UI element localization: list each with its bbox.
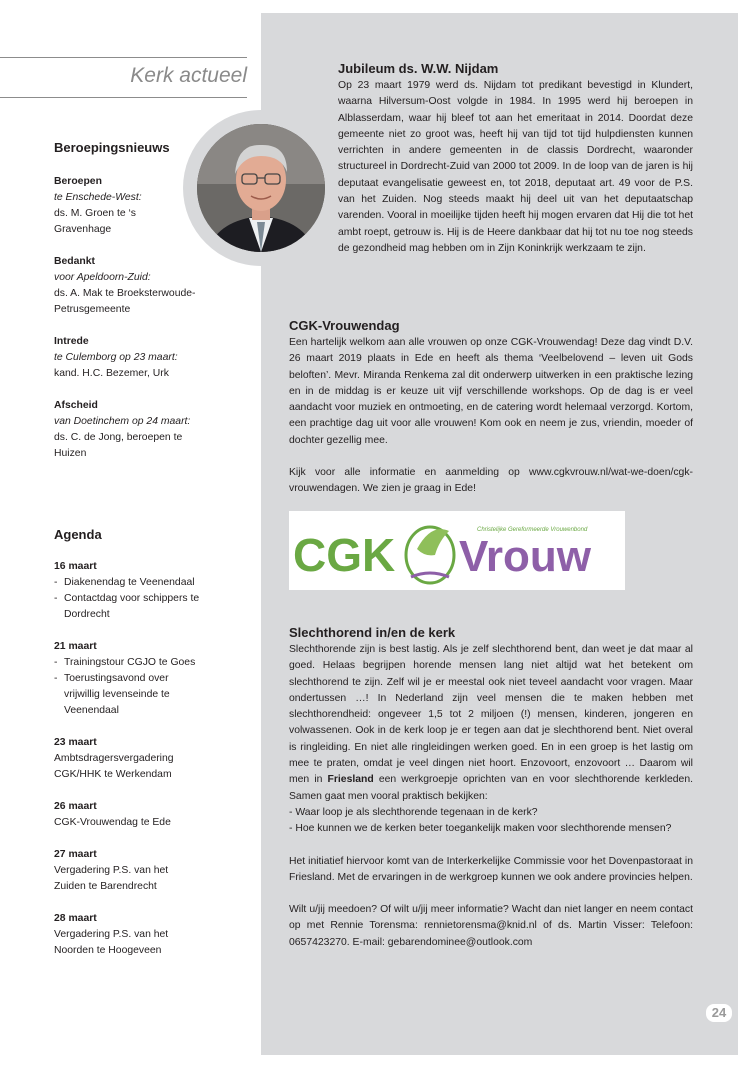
- beroepen-person: ds. M. Groen te ‘s Gravenhage: [54, 208, 136, 235]
- beroepen-place: te Enschede-West:: [54, 192, 142, 203]
- agenda-day: [54, 639, 254, 719]
- afscheid-label: Afscheid: [54, 400, 98, 411]
- jubileum-heading: Jubileum ds. W.W. Nijdam: [338, 61, 499, 76]
- intrede-person: kand. H.C. Bezemer, Urk: [54, 368, 169, 379]
- beroepingsnieuws-column: [54, 140, 254, 462]
- vrouwendag-intro: Een hartelijk welkom aan alle vrouwen op onze CGK-Vrouwendag! Deze dag vindt D.V. 26 maart 2019 plaats in Ede en heeft als thema ‘Veelbelovend – leven uit Gods beloften’. Mevr. Miranda Renkema zal dit onderwerp uitwerken in een praktische lezing en in de middag is er keuze uit vijf verschillende workshops. Op de dag is er veel aandacht voor muziek en ontmoeting, en de catering wordt helemaal verzorgd. Kortom, een prachtige dag uit voor alle vrouwen! Kom ook en neem je zus, vriendin, moeder of dochter gezellig mee.: [289, 337, 693, 446]
- logo-tagline: Christelijke Gereformeerde Vrouwenbond: [477, 527, 588, 533]
- agenda-day: [54, 559, 254, 623]
- afscheid-place: van Doetinchem op 24 maart:: [54, 416, 191, 427]
- vrouwendag-heading: CGK-Vrouwendag: [289, 318, 400, 333]
- agenda-day: [54, 735, 254, 783]
- slechthorend-intro-part1: Slechthorende zijn is best lastig. Als je zelf slechthorend bent, dan weet je dat maar al goed. Helaas begrijpen horende mensen lang niet altijd wat het betekent om slechthorend te zijn. Zelf wil je er meestal ook niet teveel aandacht voor vragen. Maar ondertussen …! In Nederland zijn veel mensen die te maken hebben met slechthorendheid: ongeveer 1,5 tot 2 miljoen (!) mensen, kinderen, jongeren en volwassenen. Ook in de kerk loop je er tegen aan dat je slechthorend bent. Niet overal is ringleiding. En niet alle ringleidingen werken goed. En in een groep is het lastig om mee te praten, omdat je veel dingen niet hoort. Enzovoort, enzovoort … Daarom wil men in: [289, 644, 693, 786]
- agenda-text: Vergadering P.S. van het Noorden te Hoogeveen: [54, 929, 169, 956]
- logo-vrouw-text: Vrouw: [459, 532, 592, 581]
- cgk-vrouw-logo: [289, 511, 625, 590]
- slechthorend-intro-part2: een werkgroepje oprichten van en voor slechthorende kerkleden. Samen gaat men vooral praktisch bekijken:: [289, 774, 693, 802]
- agenda-item: - Trainingstour CGJO te Goes: [54, 655, 254, 671]
- agenda-text: Ambtsdragersvergadering CGK/HHK te Werkendam: [54, 753, 174, 780]
- intrede-place: te Culemborg op 23 maart:: [54, 352, 178, 363]
- agenda-date: 16 maart: [54, 561, 97, 572]
- agenda-day: [54, 847, 254, 895]
- bedankt-block: [54, 254, 254, 318]
- jubileum-body: Op 23 maart 1979 werd ds. Nijdam tot predikant bevestigd in Klundert, waarna Hilversum-Oost volgde in 1984. In 1995 werd hij beroepen in Alblasserdam, waar hij bleef tot aan het emeritaat in 2014. Doordat deze gemeente niet zo groot was, heeft hij van tijd tot tijd hulpdiensten kunnen verrichten in andere gemeenten in de classis Dordrecht, waaronder structureel in Dordrecht-Zuid van 2000 tot 2009. In de loop van de jaren is hij deputaat evangelisatie geweest en, tot 2018, deputaat art. 49 voor de P.S. van het Zuiden. Nog steeds maakt hij deel uit van het deputaatschap varenden. Vooral in moeilijke tijden heeft hij mogen ervaren dat Hij die tot het ambt roept, getrouw is. Hij is de Heere dankbaar dat hij tot nu toe nog steeds de gezondheid mag hebben om in Zijn Koninkrijk werkzaam te zijn.: [338, 80, 693, 254]
- agenda-column: [54, 527, 254, 959]
- vrouwendag-article: [289, 318, 693, 498]
- afscheid-person: ds. C. de Jong, beroepen te Huizen: [54, 432, 183, 459]
- slechthorend-article: [289, 625, 693, 951]
- cgk-vrouw-logo-graphic: [289, 511, 625, 590]
- intrede-label: Intrede: [54, 336, 89, 347]
- agenda-date: 27 maart: [54, 849, 97, 860]
- beroepen-block: [54, 174, 254, 238]
- slechthorend-initiative: Het initiatief hiervoor komt van de Interkerkelijke Commissie voor het Dovenpastoraat in Friesland. Met de ervaringen in de werkgroep kunnen we ook andere provincies helpen.: [289, 855, 693, 883]
- afscheid-block: [54, 398, 254, 462]
- agenda-date: 28 maart: [54, 913, 97, 924]
- bedankt-place: voor Apeldoorn-Zuid:: [54, 272, 151, 283]
- logo-cgk-text: CGK: [293, 529, 396, 581]
- agenda-text: Vergadering P.S. van het Zuiden te Barendrecht: [54, 865, 169, 892]
- beroepen-label: Beroepen: [54, 176, 102, 187]
- title-rule-bottom: [0, 97, 247, 98]
- agenda-day: [54, 799, 254, 831]
- jubileum-article: [338, 61, 693, 257]
- agenda-date: 21 maart: [54, 641, 97, 652]
- agenda-date: 26 maart: [54, 801, 97, 812]
- agenda-item: - Diakenendag te Veenendaal: [54, 575, 254, 591]
- intrede-block: [54, 334, 254, 382]
- agenda-heading: Agenda: [54, 527, 102, 542]
- agenda-item: - Toerustingsavond over vrijwillig levenseinde te Veenendaal: [54, 671, 199, 719]
- agenda-day: [54, 911, 254, 959]
- bedankt-person: ds. A. Mak te Broeksterwoude-Petrusgemeente: [54, 288, 196, 315]
- slechthorend-intro-bold: Friesland: [327, 774, 374, 786]
- agenda-item: - Contactdag voor schippers te Dordrecht: [54, 591, 214, 623]
- agenda-text: CGK-Vrouwendag te Ede: [54, 817, 171, 828]
- agenda-date: 23 maart: [54, 737, 97, 748]
- slechthorend-contact: Wilt u/jij meedoen? Of wilt u/jij meer informatie? Wacht dan niet langer en neem contact op met Rennie Torensma: rennietorensma@knid.nl of ds. Martin Visser: Telefoon: 0657423270. E-mail: gebarendominee@outlook.com: [289, 904, 693, 948]
- slechthorend-question: - Waar loop je als slechthorende tegenaan in de kerk?: [289, 806, 538, 818]
- title-rule-top: [0, 57, 247, 58]
- page-number: 24: [706, 1004, 732, 1022]
- page-title: Kerk actueel: [130, 64, 247, 87]
- slechthorend-heading: Slechthorend in/en de kerk: [289, 625, 456, 640]
- vrouwendag-link-text: Kijk voor alle informatie en aanmelding op www.cgkvrouw.nl/wat-we-doen/cgk-vrouwendagen. We zien je graag in Ede!: [289, 467, 693, 495]
- slechthorend-question: - Hoe kunnen we de kerken beter toegankelijk maken voor slechthorende mensen?: [289, 823, 672, 835]
- slechthorend-intro: [289, 642, 693, 805]
- beroepingsnieuws-heading: Beroepingsnieuws: [54, 140, 170, 155]
- bedankt-label: Bedankt: [54, 256, 95, 267]
